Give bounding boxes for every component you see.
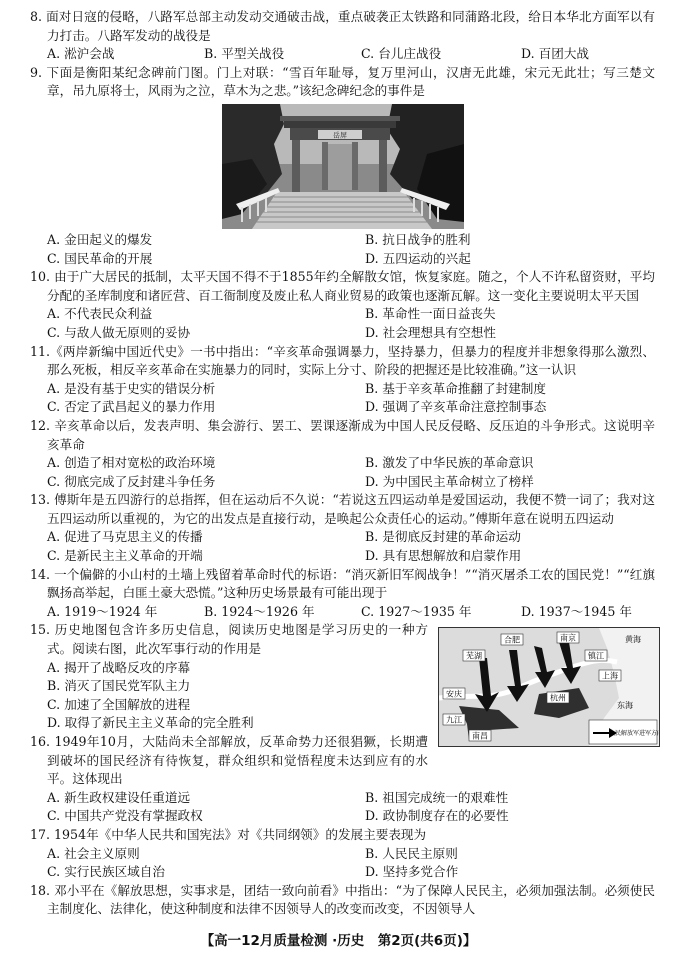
question-15	[30, 621, 659, 788]
crossing-river-campaign-map	[438, 627, 660, 747]
question-9	[30, 64, 655, 268]
options	[30, 305, 655, 342]
option-a: A. 是没有基于史实的错误分析	[47, 380, 216, 396]
question-stem: 8. 面对日寇的侵略，八路军总部主动发动交通破击战，重点破袭正太铁路和同蒲路北段，给日本华北方面军以有力打击。八路军发动的战役是	[30, 9, 655, 43]
map-label-wuhu: 芜湖	[466, 651, 482, 661]
question-stem: 11.《两岸新编中国近代史》一书中指出：“辛亥革命强调暴力，坚持暴力，但暴力的程度并非想象得那么激烈、那么死板，相反辛亥革命在实施暴力的同时，实际上分寸、阶段的把握还是比较准确。”这一认识	[30, 343, 655, 378]
option-c: C. 1927～1935 年	[361, 603, 472, 619]
map-label-nanchang: 南昌	[472, 731, 488, 741]
option-b: B. 平型关战役	[204, 46, 285, 62]
option-b: B. 祖国完成统一的艰难性	[365, 789, 509, 805]
map-label-huanghai: 黄海	[625, 635, 641, 645]
option-d: D. 具有思想解放和启蒙作用	[365, 548, 522, 564]
question-8	[30, 8, 655, 64]
option-a: A. 揭开了战略反攻的序幕	[47, 659, 191, 675]
options	[30, 45, 655, 64]
map-label-hefei: 合肥	[504, 635, 520, 645]
option-a: A. 淞沪会战	[47, 46, 115, 62]
question-stem: 17. 1954年《中华人民共和国宪法》对《共同纲领》的发展主要表现为	[30, 826, 427, 842]
question-10	[30, 268, 655, 342]
option-d: D. 五四运动的兴起	[365, 250, 471, 266]
map-label-hangzhou: 杭州	[550, 693, 566, 703]
question-14	[30, 566, 655, 622]
question-stem: 10. 由于广大居民的抵制，太平天国不得不于1855年约全解散女馆，恢复家庭。随之，个人不许私留资财，平均分配的圣库制度和诸匠营、百工衙制度及废止私人商业贸易的政策也逐渐瓦解。这一变化主要说明太平天国	[30, 269, 655, 303]
option-c: C. 中国共产党没有掌握政权	[47, 808, 203, 824]
map-label-nanjing: 南京	[560, 633, 576, 643]
options	[30, 380, 655, 417]
page-footer: 【高一12月质量检测 ·历史 第2页(共6页)】	[200, 933, 477, 949]
option-c: C. 国民革命的开展	[47, 250, 153, 266]
option-d: D. 取得了新民主主义革命的完全胜利	[47, 715, 254, 731]
question-stem: 12. 辛亥革命以后，发表声明、集会游行、罢工、罢课逐渐成为中国人民反侵略、反压迫的斗争形式。这说明辛亥革命	[30, 417, 655, 452]
option-b: B. 激发了中华民族的革命意识	[365, 455, 534, 471]
options	[30, 789, 655, 826]
question-11	[30, 343, 655, 417]
option-c: C. 实行民族区域自治	[47, 864, 165, 880]
option-a: A. 1919～1924 年	[47, 603, 158, 619]
question-12	[30, 417, 655, 491]
option-a: A. 新生政权建设任重道远	[47, 789, 191, 805]
option-b: B. 1924～1926 年	[204, 603, 315, 619]
option-b: B. 抗日战争的胜利	[365, 231, 471, 247]
options	[30, 845, 655, 882]
options	[30, 603, 655, 622]
map-label-shanghai: 上海	[602, 671, 618, 681]
map-legend-label: 人民解放军进军方向	[608, 730, 659, 738]
question-stem: 18. 邓小平在《解放思想，实事求是，团结一致向前看》中指出：“为了保障人民民主，必须加强法制。必须使民主制度化、法律化，使这种制度和法律不因领导人的改变而改变，不因领导人	[30, 882, 655, 917]
map-label-anqing: 安庆	[446, 689, 462, 699]
question-stem: 14. 一个偏僻的小山村的土墙上残留着革命时代的标语：“消灭新旧军阀战争！”“消灭屠杀工农的国民党！”“红旗飘扬高举起，白匪土豪大恐慌。”这种历史场景最有可能出现于	[30, 566, 655, 601]
option-c: C. 否定了武昌起义的暴力作用	[47, 399, 216, 415]
option-a: A. 金田起义的爆发	[47, 231, 153, 247]
question-stem: 15. 历史地图包含许多历史信息，阅读历史地图是学习历史的一种方式。阅读右图，此次军事行动的作用是	[30, 622, 428, 657]
options	[30, 454, 655, 491]
memorial-gate-photo	[222, 104, 464, 229]
exam-page	[30, 8, 659, 919]
question-stem: 9. 下面是衡阳某纪念碑前门图。门上对联：“雪百年耻辱，复万里河山，汉唐无此雄，宋元无此壮；写三楚文章，吊九原将士，风雨为之泣，草木为之悲。”该纪念碑纪念的事件是	[30, 64, 655, 99]
option-c: C. 加速了全国解放的进程	[47, 696, 191, 712]
option-c: C. 是新民主主义革命的开端	[47, 548, 203, 564]
question-16	[30, 789, 655, 826]
gate-inscription: 岳屏	[333, 131, 347, 140]
option-c: C. 与敌人做无原则的妥协	[47, 324, 191, 340]
option-a: A. 促进了马克思主义的传播	[47, 529, 203, 545]
option-a: A. 社会主义原则	[47, 845, 140, 861]
option-c: C. 台儿庄战役	[361, 46, 442, 62]
option-d: D. 政协制度存在的必要性	[365, 808, 509, 824]
question-17	[30, 826, 655, 882]
option-d: D. 为中国民主革命树立了榜样	[365, 473, 534, 489]
option-d: D. 社会理想具有空想性	[365, 324, 496, 340]
option-c: C. 彻底完成了反封建斗争任务	[47, 473, 216, 489]
question-18	[30, 882, 655, 919]
options	[30, 231, 655, 268]
option-b: B. 消灭了国民党军队主力	[47, 678, 191, 694]
option-d: D. 坚持多党合作	[365, 864, 459, 880]
map-label-donghai: 东海	[617, 701, 633, 711]
question-13	[30, 491, 655, 565]
question-16-stem: 16. 1949年10月，大陆尚未全部解放，反革命势力还很猖獗，长期遭到破坏的国民经济有待恢复，群众组织和觉悟程度未达到应有的水平。这体现出	[30, 734, 428, 787]
option-d: D. 百团大战	[521, 46, 590, 62]
option-b: B. 革命性一面日益丧失	[365, 306, 496, 322]
map-label-jiujiang: 九江	[446, 715, 462, 725]
option-a: A. 创造了相对宽松的政治环境	[47, 455, 216, 471]
map-label-zhenjiang: 镇江	[588, 651, 604, 661]
option-b: B. 基于辛亥革命推翻了封建制度	[365, 380, 546, 396]
option-d: D. 1937～1945 年	[521, 603, 632, 619]
options	[30, 528, 655, 565]
question-stem: 13. 傅斯年是五四游行的总指挥，但在运动后不久说：“若说这五四运动单是爱国运动，我便不赞一词了；我对这五四运动所以重视的，为它的出发点是直接行动，是唤起公众责任心的运动。”傅斯年意在说明五四运动	[30, 492, 655, 526]
option-a: A. 不代表民众利益	[47, 306, 153, 322]
option-b: B. 人民民主原则	[365, 845, 458, 861]
option-b: B. 是彻底反封建的革命运动	[365, 529, 521, 545]
option-d: D. 强调了辛亥革命注意控制事态	[365, 399, 547, 415]
